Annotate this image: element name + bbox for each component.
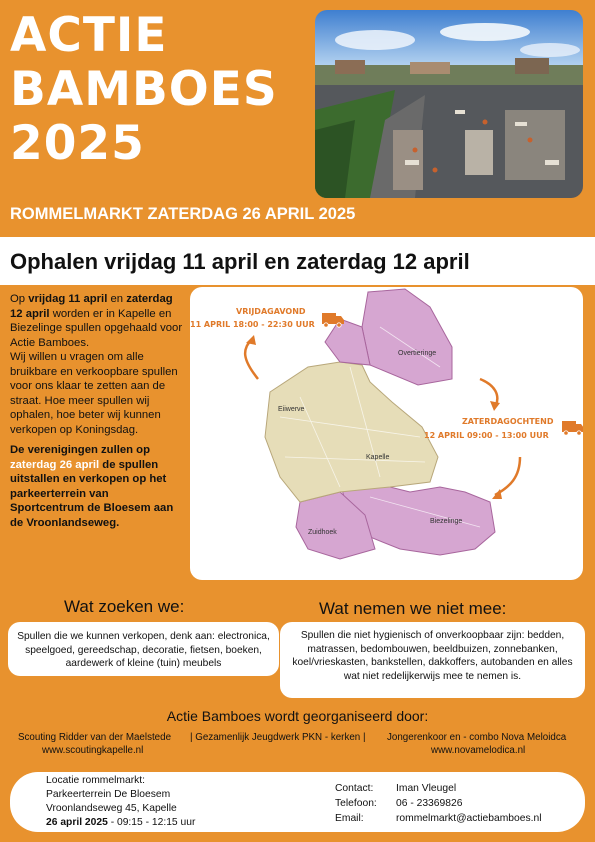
location-date: 26 april 2025 bbox=[46, 817, 108, 828]
friday-title: VRIJDAGAVOND bbox=[236, 307, 306, 316]
wat-niet-heading: Wat nemen we niet mee: bbox=[319, 599, 507, 618]
email-label: Email: bbox=[335, 813, 364, 824]
map-label-kapelle: Kapelle bbox=[366, 454, 390, 461]
intro-text-fragment: Wij willen u vragen om alle bruikbare en verkoopbare spullen voor ons klaar te zetten aan de straat. Hoe meer spullen wij ophalen, hoe beter wij kunnen verkopen op Koningsdag. bbox=[10, 351, 178, 436]
arrow-icon bbox=[480, 379, 497, 405]
map-label-overtieringe: Overtieringe bbox=[398, 350, 437, 357]
location-label: Locatie rommelmarkt: bbox=[46, 775, 145, 786]
wat-zoeken-text: Spullen die we kunnen verkopen, denk aan: electronica, speelgoed, gereedschap, decoratie, fietsen, boeken, aardewerk of kleine (tuin) meubels bbox=[17, 631, 270, 669]
intro-text-fragment: De verenigingen zullen op bbox=[10, 444, 150, 456]
saturday-title: ZATERDAGOCHTEND bbox=[462, 417, 554, 426]
map-label-zuidhoek: Zuidhoek bbox=[308, 529, 337, 536]
map-label-biezelinge: Biezelinge bbox=[430, 518, 463, 525]
organizer-url[interactable]: www.novamelodica.nl bbox=[431, 745, 526, 756]
event-subtitle: ROMMELMARKT ZATERDAG 26 APRIL 2025 bbox=[10, 205, 356, 223]
intro-paragraph-1 bbox=[10, 292, 185, 437]
intro-text-fragment: Op bbox=[10, 293, 29, 305]
organizer-scouting bbox=[18, 731, 171, 757]
organizer-pkn bbox=[190, 731, 366, 744]
contact-label: Contact: bbox=[335, 783, 374, 794]
intro-text-fragment: en bbox=[107, 293, 127, 305]
truck-icon bbox=[562, 421, 583, 435]
location-datetime bbox=[46, 816, 195, 829]
wat-zoeken-heading: Wat zoeken we: bbox=[64, 597, 185, 616]
contact-value: Iman Vleugel bbox=[396, 783, 457, 794]
organizers-title: Actie Bamboes wordt georganiseerd door: bbox=[166, 708, 429, 724]
wat-zoeken-box bbox=[8, 622, 279, 676]
organizer-name: Scouting Ridder van der Maelstede bbox=[18, 732, 172, 743]
organizer-nova bbox=[387, 731, 566, 757]
title-line-1: ACTIE bbox=[10, 8, 168, 63]
intro-text-fragment: de spullen uitstallen en verkopen op het parkeerterrein van Sportcentrum de Bloesem aan de Vroonlandseweg. bbox=[10, 458, 174, 529]
location-name: Parkeerterrein De Bloesem bbox=[46, 789, 171, 800]
phone-value[interactable]: 06 - 23369826 bbox=[396, 798, 463, 809]
intro-friday: vrijdag 11 april bbox=[28, 293, 108, 305]
title-line-3: 2025 bbox=[10, 116, 145, 171]
friday-time: 11 APRIL 18:00 - 22:30 UUR bbox=[190, 320, 315, 329]
arrow-icon bbox=[495, 457, 520, 495]
organizer-name: | Gezamenlijk Jeugdwerk PKN - kerken | bbox=[190, 732, 366, 743]
saturday-time: 12 APRIL 09:00 - 13:00 UUR bbox=[424, 431, 549, 440]
map-label-eiiwerve: Eiiwerve bbox=[278, 406, 305, 413]
market-photo bbox=[315, 10, 583, 198]
map-area-overtieringe bbox=[362, 289, 452, 385]
wat-niet-box bbox=[280, 622, 585, 698]
pickup-headline: Ophalen vrijdag 11 april en zaterdag 12 april bbox=[10, 249, 470, 274]
intro-text-fragment: worden er in Kapelle en Biezelinge spullen opgehaald voor Actie Bamboes. bbox=[10, 307, 183, 349]
footer-box bbox=[10, 772, 585, 832]
arrow-icon bbox=[245, 339, 258, 379]
phone-label: Telefoon: bbox=[335, 798, 377, 809]
organizer-name: Jongerenkoor en - combo Nova Meloidca bbox=[387, 732, 567, 743]
location-address: Vroonlandseweg 45, Kapelle bbox=[46, 803, 177, 814]
truck-icon bbox=[322, 313, 344, 327]
email-value[interactable]: rommelmarkt@actiebamboes.nl bbox=[396, 813, 542, 824]
wat-niet-text: Spullen die niet hygienisch of onverkoopbaar zijn: bedden, matrassen, bedombouwen, beeldbuizen, zonnebanken, koel/vrieskasten, bankstellen, dakkoffers, autobanden en alles wat niet redelijkerwijs mee te nemen is. bbox=[292, 630, 573, 682]
intro-market-date: zaterdag 26 april bbox=[10, 458, 100, 471]
pickup-map bbox=[190, 287, 583, 580]
intro-text bbox=[10, 292, 185, 530]
location-time: - 09:15 - 12:15 uur bbox=[107, 817, 196, 828]
intro-saturday: zaterdag 12 april bbox=[10, 293, 173, 320]
organizer-url[interactable]: www.scoutingkapelle.nl bbox=[42, 745, 144, 756]
title-line-2: BAMBOES bbox=[10, 62, 278, 117]
intro-paragraph-2 bbox=[10, 443, 185, 530]
